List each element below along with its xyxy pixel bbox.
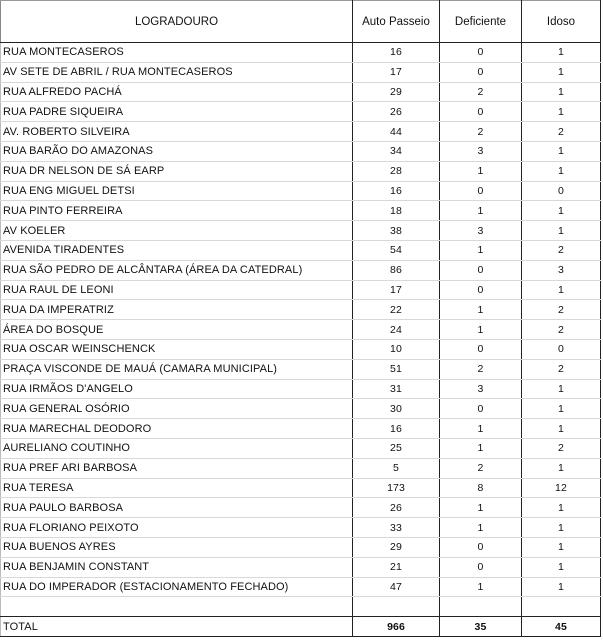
cell-idoso: 1	[522, 201, 601, 221]
cell-deficiente: 2	[440, 122, 522, 142]
cell-deficiente: 0	[440, 339, 522, 359]
cell-auto-passeio: 47	[353, 577, 440, 597]
cell-auto-passeio: 10	[353, 339, 440, 359]
cell-auto-passeio: 30	[353, 399, 440, 419]
cell-auto-passeio: 29	[353, 537, 440, 557]
cell-logradouro: RUA ALFREDO PACHÁ	[1, 82, 353, 102]
cell-idoso: 1	[522, 419, 601, 439]
cell-idoso: 1	[522, 280, 601, 300]
cell-auto-passeio: 24	[353, 320, 440, 340]
cell-deficiente: 0	[440, 537, 522, 557]
table-row	[1, 458, 601, 478]
header-row	[1, 1, 601, 43]
cell-idoso: 2	[522, 320, 601, 340]
cell-auto-passeio: 31	[353, 379, 440, 399]
cell-auto-passeio: 86	[353, 260, 440, 280]
cell-logradouro: RUA PAULO BARBOSA	[1, 498, 353, 518]
cell-idoso: 12	[522, 478, 601, 498]
cell-auto-passeio: 16	[353, 419, 440, 439]
table-row	[1, 240, 601, 260]
cell-deficiente: 2	[440, 359, 522, 379]
blank-cell	[522, 597, 601, 617]
cell-logradouro: AURELIANO COUTINHO	[1, 438, 353, 458]
cell-logradouro: RUA DR NELSON DE SÁ EARP	[1, 161, 353, 181]
cell-logradouro: RUA IRMÃOS D'ANGELO	[1, 379, 353, 399]
header-logradouro: LOGRADOURO	[1, 1, 353, 43]
cell-deficiente: 2	[440, 458, 522, 478]
table-row	[1, 43, 601, 63]
cell-logradouro: RUA PREF ARI BARBOSA	[1, 458, 353, 478]
table-row	[1, 498, 601, 518]
blank-cell	[440, 597, 522, 617]
cell-deficiente: 1	[440, 161, 522, 181]
total-row	[1, 617, 601, 637]
cell-auto-passeio: 26	[353, 498, 440, 518]
cell-logradouro: RUA ENG MIGUEL DETSI	[1, 181, 353, 201]
cell-logradouro: RUA BUENOS AYRES	[1, 537, 353, 557]
table-row	[1, 359, 601, 379]
cell-logradouro: RUA GENERAL OSÓRIO	[1, 399, 353, 419]
cell-logradouro: ÁREA DO BOSQUE	[1, 320, 353, 340]
cell-logradouro: RUA MARECHAL DEODORO	[1, 419, 353, 439]
cell-logradouro: RUA MONTECASEROS	[1, 43, 353, 63]
cell-idoso: 1	[522, 557, 601, 577]
cell-deficiente: 0	[440, 62, 522, 82]
cell-idoso: 1	[522, 498, 601, 518]
cell-auto-passeio: 17	[353, 62, 440, 82]
total-label: TOTAL	[1, 617, 353, 637]
table-row	[1, 82, 601, 102]
cell-logradouro: RUA PINTO FERREIRA	[1, 201, 353, 221]
table-row	[1, 122, 601, 142]
cell-logradouro: RUA SÃO PEDRO DE ALCÂNTARA (ÁREA DA CATEDRAL)	[1, 260, 353, 280]
cell-logradouro: RUA BENJAMIN CONSTANT	[1, 557, 353, 577]
cell-idoso: 1	[522, 82, 601, 102]
cell-deficiente: 1	[440, 419, 522, 439]
table-row	[1, 419, 601, 439]
cell-auto-passeio: 33	[353, 518, 440, 538]
header-deficiente: Deficiente	[440, 1, 522, 43]
cell-idoso: 1	[522, 577, 601, 597]
cell-logradouro: RUA RAUL DE LEONI	[1, 280, 353, 300]
cell-logradouro: RUA FLORIANO PEIXOTO	[1, 518, 353, 538]
cell-idoso: 1	[522, 221, 601, 241]
cell-deficiente: 0	[440, 102, 522, 122]
cell-deficiente: 0	[440, 280, 522, 300]
cell-idoso: 1	[522, 458, 601, 478]
cell-idoso: 2	[522, 240, 601, 260]
cell-auto-passeio: 34	[353, 141, 440, 161]
cell-logradouro: AV KOELER	[1, 221, 353, 241]
table-row	[1, 201, 601, 221]
cell-deficiente: 3	[440, 141, 522, 161]
cell-idoso: 1	[522, 161, 601, 181]
total-auto-passeio: 966	[353, 617, 440, 637]
cell-logradouro: RUA PADRE SIQUEIRA	[1, 102, 353, 122]
table-row	[1, 161, 601, 181]
cell-auto-passeio: 16	[353, 181, 440, 201]
table-row	[1, 62, 601, 82]
cell-auto-passeio: 16	[353, 43, 440, 63]
cell-deficiente: 2	[440, 82, 522, 102]
blank-cell	[1, 597, 353, 617]
cell-auto-passeio: 17	[353, 280, 440, 300]
cell-deficiente: 0	[440, 557, 522, 577]
cell-idoso: 1	[522, 518, 601, 538]
cell-auto-passeio: 173	[353, 478, 440, 498]
table-body	[1, 43, 601, 597]
cell-auto-passeio: 29	[353, 82, 440, 102]
cell-logradouro: AVENIDA TIRADENTES	[1, 240, 353, 260]
cell-idoso: 0	[522, 339, 601, 359]
cell-auto-passeio: 5	[353, 458, 440, 478]
table-row	[1, 577, 601, 597]
cell-auto-passeio: 26	[353, 102, 440, 122]
cell-idoso: 1	[522, 399, 601, 419]
cell-auto-passeio: 44	[353, 122, 440, 142]
cell-logradouro: RUA DO IMPERADOR (ESTACIONAMENTO FECHADO)	[1, 577, 353, 597]
blank-row	[1, 597, 601, 617]
cell-idoso: 2	[522, 122, 601, 142]
cell-logradouro: AV SETE DE ABRIL / RUA MONTECASEROS	[1, 62, 353, 82]
table-row	[1, 221, 601, 241]
cell-deficiente: 1	[440, 577, 522, 597]
cell-deficiente: 1	[440, 438, 522, 458]
header-idoso: Idoso	[522, 1, 601, 43]
cell-logradouro: PRAÇA VISCONDE DE MAUÁ (CAMARA MUNICIPAL)	[1, 359, 353, 379]
cell-deficiente: 3	[440, 379, 522, 399]
cell-idoso: 1	[522, 141, 601, 161]
cell-idoso: 1	[522, 102, 601, 122]
cell-deficiente: 8	[440, 478, 522, 498]
table-row	[1, 280, 601, 300]
cell-idoso: 2	[522, 359, 601, 379]
table-row	[1, 379, 601, 399]
cell-deficiente: 1	[440, 240, 522, 260]
table-row	[1, 478, 601, 498]
table-row	[1, 320, 601, 340]
table-row	[1, 181, 601, 201]
cell-logradouro: RUA DA IMPERATRIZ	[1, 300, 353, 320]
table-row	[1, 438, 601, 458]
cell-idoso: 2	[522, 300, 601, 320]
total-idoso: 45	[522, 617, 601, 637]
table-row	[1, 300, 601, 320]
cell-deficiente: 0	[440, 181, 522, 201]
cell-auto-passeio: 28	[353, 161, 440, 181]
blank-cell	[353, 597, 440, 617]
cell-auto-passeio: 25	[353, 438, 440, 458]
cell-auto-passeio: 54	[353, 240, 440, 260]
table-row	[1, 339, 601, 359]
cell-idoso: 0	[522, 181, 601, 201]
cell-deficiente: 3	[440, 221, 522, 241]
cell-deficiente: 1	[440, 201, 522, 221]
table-row	[1, 141, 601, 161]
cell-auto-passeio: 18	[353, 201, 440, 221]
total-deficiente: 35	[440, 617, 522, 637]
cell-deficiente: 1	[440, 320, 522, 340]
cell-deficiente: 1	[440, 498, 522, 518]
cell-deficiente: 1	[440, 518, 522, 538]
cell-idoso: 1	[522, 379, 601, 399]
cell-auto-passeio: 38	[353, 221, 440, 241]
cell-logradouro: RUA BARÃO DO AMAZONAS	[1, 141, 353, 161]
table-row	[1, 518, 601, 538]
cell-idoso: 1	[522, 43, 601, 63]
cell-logradouro: RUA TERESA	[1, 478, 353, 498]
cell-deficiente: 0	[440, 43, 522, 63]
table-row	[1, 537, 601, 557]
table-row	[1, 557, 601, 577]
table-row	[1, 260, 601, 280]
table-row	[1, 102, 601, 122]
cell-auto-passeio: 51	[353, 359, 440, 379]
cell-auto-passeio: 22	[353, 300, 440, 320]
cell-idoso: 1	[522, 537, 601, 557]
table-row	[1, 399, 601, 419]
cell-auto-passeio: 21	[353, 557, 440, 577]
cell-idoso: 3	[522, 260, 601, 280]
cell-logradouro: AV. ROBERTO SILVEIRA	[1, 122, 353, 142]
cell-deficiente: 1	[440, 300, 522, 320]
cell-idoso: 2	[522, 438, 601, 458]
cell-deficiente: 0	[440, 260, 522, 280]
cell-logradouro: RUA OSCAR WEINSCHENCK	[1, 339, 353, 359]
header-auto-passeio: Auto Passeio	[353, 1, 440, 43]
cell-deficiente: 0	[440, 399, 522, 419]
cell-idoso: 1	[522, 62, 601, 82]
